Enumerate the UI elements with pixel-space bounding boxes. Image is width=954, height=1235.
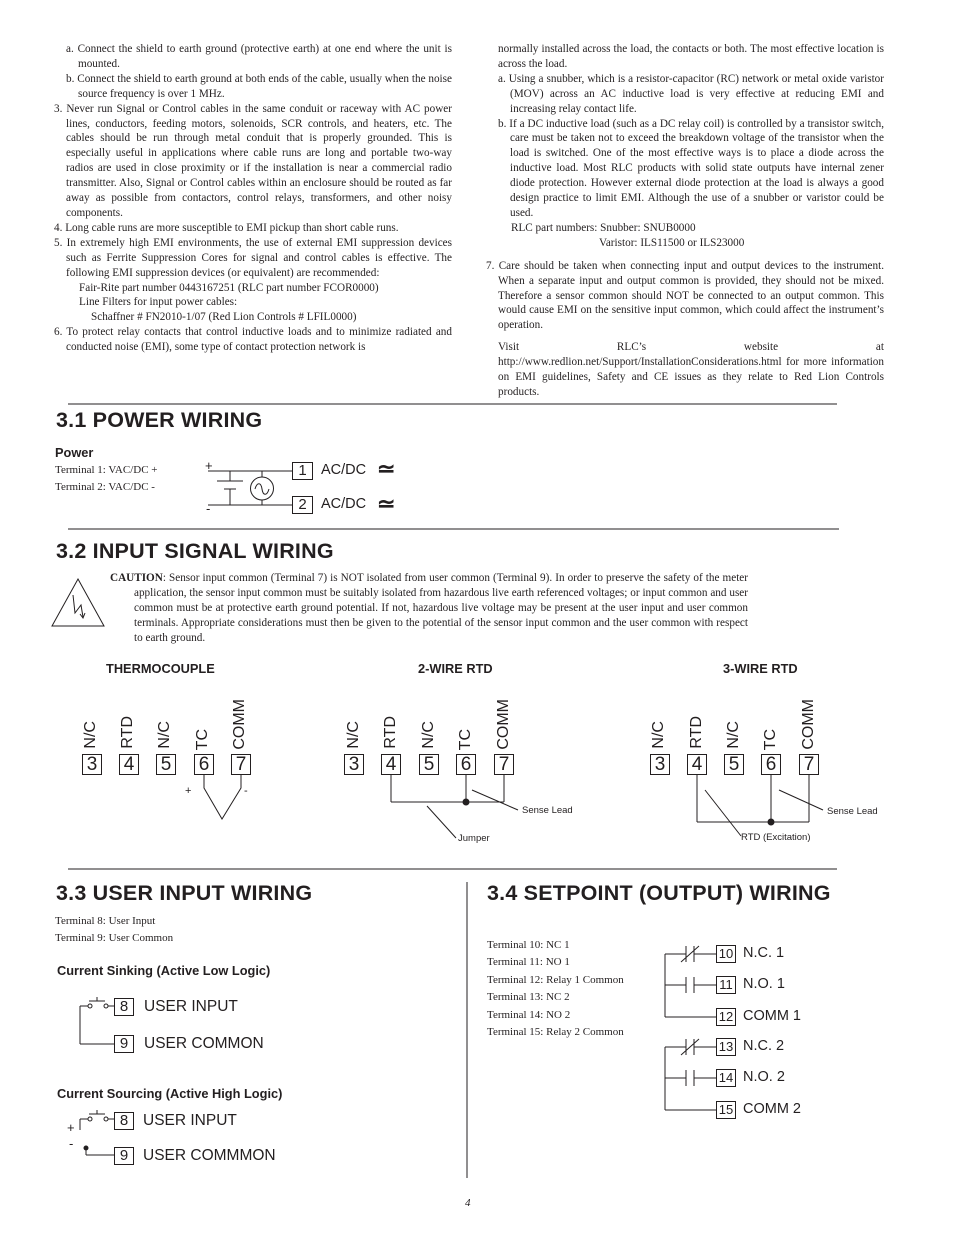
thermocouple-title: THERMOCOUPLE bbox=[106, 661, 215, 676]
relay-label: COMM 2 bbox=[743, 1101, 801, 1117]
pin-label: N/C bbox=[420, 721, 437, 749]
page-number: 4 bbox=[465, 1197, 471, 1209]
relay-label: N.C. 2 bbox=[743, 1038, 785, 1054]
sourcing-title: Current Sourcing (Active High Logic) bbox=[57, 1086, 283, 1101]
setpoint-terminal: Terminal 14: NO 2 bbox=[487, 1008, 571, 1021]
jumper-label: Jumper bbox=[458, 833, 490, 844]
rtd2-title: 2-WIRE RTD bbox=[418, 661, 493, 676]
pin-box: 4 bbox=[119, 754, 139, 775]
rtd2-circuit bbox=[391, 775, 518, 838]
rtd3-title: 3-WIRE RTD bbox=[723, 661, 798, 676]
pin-label: COMM bbox=[495, 699, 512, 750]
pin-box: 7 bbox=[231, 754, 251, 775]
power-terminal-2: Terminal 2: VAC/DC - bbox=[55, 481, 155, 493]
pin-label: COMM bbox=[231, 699, 248, 750]
relay-terminal-box: 13 bbox=[716, 1038, 736, 1056]
tc-plus: + bbox=[185, 785, 192, 797]
user-terminal-8: Terminal 8: User Input bbox=[55, 915, 156, 927]
line-filters: Line Filters for input power cables: bbox=[79, 296, 238, 309]
fair-rite-part: Fair-Rite part number 0443167251 (RLC part number FCOR0000) bbox=[79, 281, 379, 294]
pin-label: RTD bbox=[688, 716, 705, 749]
pin-label: RTD bbox=[382, 716, 399, 749]
pin-box: 3 bbox=[82, 754, 102, 775]
relay-label: N.C. 1 bbox=[743, 945, 785, 961]
pin-box: 3 bbox=[344, 754, 364, 775]
schaffner-part: Schaffner # FN2010-1/07 (Red Lion Controls # LFIL0000) bbox=[91, 311, 357, 324]
sinking-circuit bbox=[80, 997, 114, 1044]
pin-box: 4 bbox=[381, 754, 401, 775]
relay-label: N.O. 2 bbox=[743, 1069, 785, 1085]
setpoint-terminal-list bbox=[487, 937, 624, 1041]
rtd-excitation-label: RTD (Excitation) bbox=[741, 832, 811, 843]
tc-minus: - bbox=[244, 785, 248, 797]
thermocouple-circuit bbox=[204, 775, 241, 819]
sense-lead-label: Sense Lead bbox=[827, 806, 878, 817]
snubber-option-a: a. Using a snubber, which is a resistor-capacitor (RC) network or metal oxide varistor (MOV) across an AC inductive load is very effective at reducing EMI and increasing relay contact life. bbox=[498, 72, 884, 115]
setpoint-terminal: Terminal 11: NO 1 bbox=[487, 956, 570, 969]
caution-word: CAUTION bbox=[110, 572, 163, 584]
relay-label: N.O. 1 bbox=[743, 976, 785, 992]
sinking-title: Current Sinking (Active Low Logic) bbox=[57, 963, 271, 978]
rlc-part-numbers: RLC part numbers: Snubber: SNUB0000 bbox=[511, 221, 696, 234]
caution-note bbox=[110, 571, 748, 646]
power-terminal-box-1: 1 bbox=[292, 462, 313, 480]
user-terminal-box-9: 9 bbox=[114, 1035, 134, 1053]
diode-option-b: b. If a DC inductive load (such as a DC relay coil) is controlled by a transistor switch, care must be taken not to exceed the breakdown voltage of the transistor when the load is switched. One of the most effective ways is to place a diode across the inductive load. Most RLC products with solid state outputs have internal zener diode protection. However external diode protection at the load is always a good design practice to limit EMI. Although the use of a snubber or varistor could be used. bbox=[498, 117, 884, 219]
pin-label: N/C bbox=[650, 721, 667, 749]
setpoint-terminal: Terminal 15: Relay 2 Common bbox=[487, 1026, 624, 1039]
power-plus: + bbox=[205, 458, 213, 473]
user-input-label-src: USER INPUT bbox=[143, 1112, 237, 1129]
ac-dc-symbol-icon: ≃ bbox=[377, 491, 396, 516]
pin-box: 5 bbox=[419, 754, 439, 775]
relay-terminal-box: 14 bbox=[716, 1069, 736, 1087]
pin-label: N/C bbox=[725, 721, 742, 749]
power-label-2: AC/DC bbox=[321, 496, 367, 512]
user-common-label-src: USER COMMMON bbox=[143, 1147, 276, 1164]
item-7: 7. Care should be taken when connecting input and output devices to the instrument. When a separate input and output common is provided, they should not be mixed. Therefore a sensor common should NOT be connected to an output common. This would cause EMI on the sensitive input common, which could affect the instrument’s operation. bbox=[486, 259, 884, 332]
power-minus: - bbox=[206, 501, 211, 516]
user-input-label: USER INPUT bbox=[144, 998, 238, 1015]
pin-box: 6 bbox=[456, 754, 476, 775]
shield-option-b: b. Connect the shield to earth ground at both ends of the cable, usually when the noise source frequency is over 1 MHz. bbox=[66, 72, 452, 100]
relay-terminal-box: 11 bbox=[716, 976, 736, 994]
power-circuit bbox=[208, 471, 292, 505]
caution-text: : Sensor input common (Terminal 7) is NOT isolated from user common (Terminal 9). In order to preserve the safety of the meter application, the sensor input common must be suitably isolated from hazardous live earth referenced voltages; or input common and user common must be at protective earth ground potential. If not, hazardous live voltage may be present at the user input and user common terminals. Appropriate considerations must then be given to the potential of the sensor input common and the user common with respect to earth ground. bbox=[134, 572, 748, 644]
visit-website: Visit RLC’s website at http://www.redlion.net/Support/InstallationConsiderations.html for more information on EMI guidelines, Safety and CE issues as they relate to Red Lion Controls products. bbox=[498, 341, 884, 398]
user-terminal-box-8-src: 8 bbox=[114, 1112, 134, 1130]
pin-box: 4 bbox=[687, 754, 707, 775]
varistor-part: Varistor: ILS11500 or ILS23000 bbox=[599, 236, 745, 249]
pin-label: TC bbox=[762, 729, 779, 751]
pin-label: TC bbox=[194, 729, 211, 751]
item-4: 4. Long cable runs are more susceptible to EMI pickup than short cable runs. bbox=[54, 221, 399, 234]
user-terminal-9: Terminal 9: User Common bbox=[55, 932, 174, 944]
setpoint-terminal: Terminal 10: NC 1 bbox=[487, 939, 570, 951]
relay-label: COMM 1 bbox=[743, 1008, 801, 1024]
pin-box: 6 bbox=[194, 754, 214, 775]
setpoint-heading: 3.4 SETPOINT (OUTPUT) WIRING bbox=[487, 881, 831, 905]
item-5: 5. In extremely high EMI environments, the use of external EMI suppression devices such as Ferrite Suppression Cores for signal and control cables is effective. The following EMI suppression devices (or equivalent) are recommended: bbox=[54, 236, 452, 279]
user-input-heading: 3.3 USER INPUT WIRING bbox=[56, 881, 313, 905]
item-3: 3. Never run Signal or Control cables in the same conduit or raceway with AC power lines, conductors, feeding motors, solenoids, SCR controls, and heaters, etc. The cables should be run through metal conduit that is properly grounded. This is especially useful in applications where cable runs are long and portable two-way radios are used in close proximity or if the installation is near a commercial radio transmitter. Also, Signal or Control cables within an enclosure should be routed as far away as possible from contactors, control relays, transformers, and other noisy components. bbox=[54, 102, 452, 219]
power-subheading: Power bbox=[55, 445, 94, 460]
pin-box: 7 bbox=[494, 754, 514, 775]
pin-label: TC bbox=[457, 729, 474, 751]
setpoint-terminal: Terminal 13: NC 2 bbox=[487, 991, 570, 1004]
sourcing-minus: - bbox=[69, 1136, 74, 1151]
user-common-label: USER COMMON bbox=[144, 1035, 264, 1052]
sourcing-circuit bbox=[80, 1110, 114, 1155]
warning-triangle-icon bbox=[52, 579, 104, 626]
power-label-1: AC/DC bbox=[321, 462, 367, 478]
ac-dc-symbol-icon: ≃ bbox=[377, 456, 396, 481]
power-terminal-box-2: 2 bbox=[292, 496, 313, 514]
item-6: 6. To protect relay contacts that control inductive loads and to minimize radiated and conducted noise (EMI), some type of contact protection network is bbox=[54, 326, 452, 354]
sourcing-plus: + bbox=[67, 1120, 75, 1135]
pin-label: N/C bbox=[345, 721, 362, 749]
user-terminal-box-9-src: 9 bbox=[114, 1147, 134, 1165]
relay-circuit-1 bbox=[665, 946, 716, 1017]
pin-box: 5 bbox=[724, 754, 744, 775]
pin-box: 5 bbox=[156, 754, 176, 775]
shield-option-a: a. Connect the shield to earth ground (protective earth) at one end where the unit is mounted. bbox=[66, 43, 452, 70]
pin-label: N/C bbox=[82, 721, 99, 749]
relay-terminal-box: 10 bbox=[716, 945, 736, 963]
pin-label: COMM bbox=[800, 699, 817, 750]
power-terminal-1: Terminal 1: VAC/DC + bbox=[55, 464, 158, 476]
user-terminal-box-8: 8 bbox=[114, 998, 134, 1016]
rtd3-circuit bbox=[697, 775, 823, 836]
relay-terminal-box: 12 bbox=[716, 1008, 736, 1026]
relay-circuit-2 bbox=[665, 1039, 716, 1110]
relay-terminal-box: 15 bbox=[716, 1101, 736, 1119]
pin-box: 7 bbox=[799, 754, 819, 775]
setpoint-terminal: Terminal 12: Relay 1 Common bbox=[487, 973, 624, 986]
input-heading: 3.2 INPUT SIGNAL WIRING bbox=[56, 539, 334, 563]
sense-lead-label: Sense Lead bbox=[522, 805, 573, 816]
pin-label: RTD bbox=[119, 716, 136, 749]
item-6-continued: normally installed across the load, the contacts or both. The most effective location is across the load. bbox=[498, 43, 884, 70]
pin-box: 3 bbox=[650, 754, 670, 775]
power-heading: 3.1 POWER WIRING bbox=[56, 408, 263, 432]
pin-box: 6 bbox=[761, 754, 781, 775]
pin-label: N/C bbox=[156, 721, 173, 749]
